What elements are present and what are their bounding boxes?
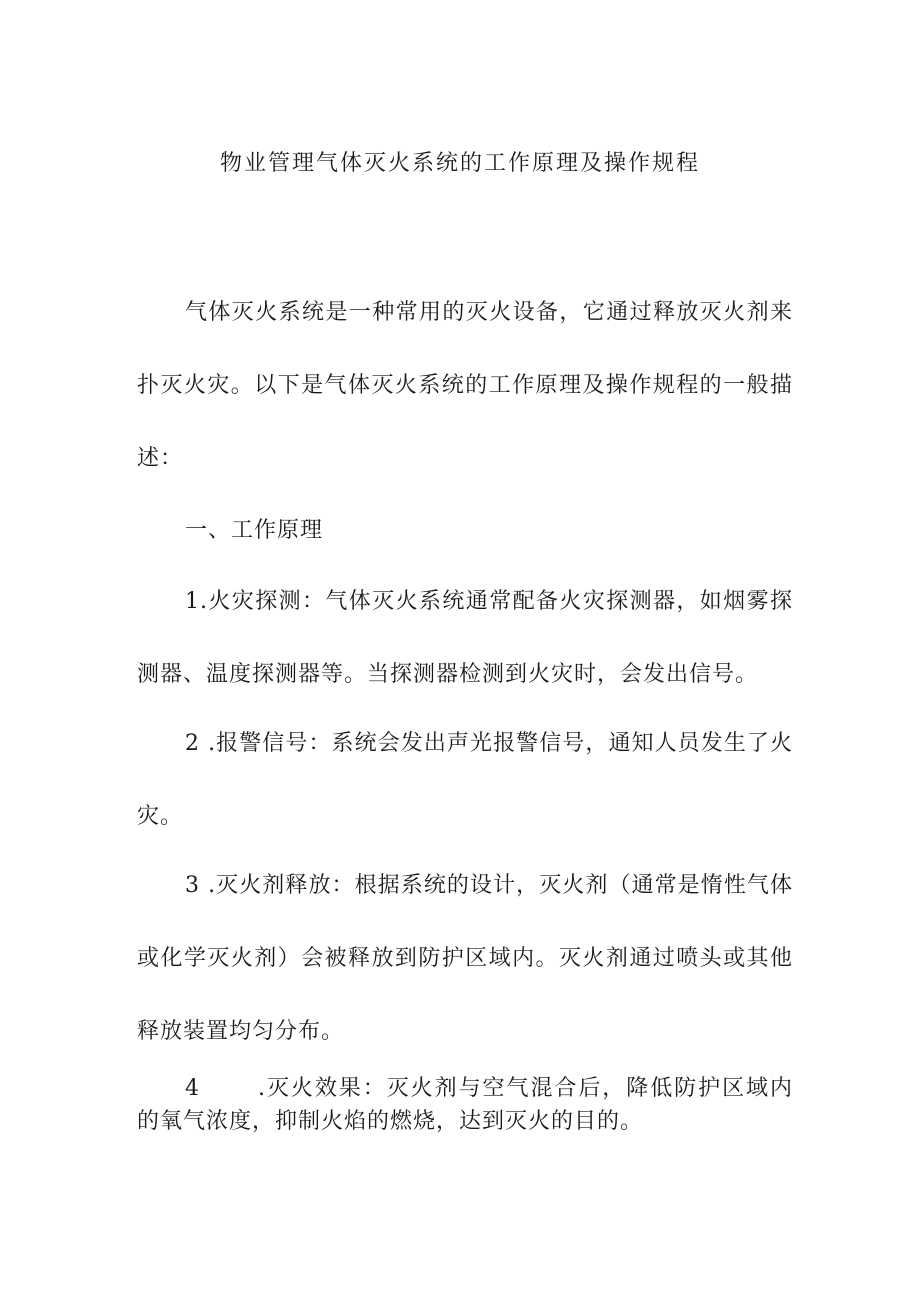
- list-item-text: 报警信号：系统会发出声光报警信号，通知人员发生了火灾。: [137, 731, 793, 829]
- list-item-text: .灭火效果：灭火剂与空气混合后，降低防护区域内的氧气浓度，抑制火焰的燃烧，达到灭火的目的。: [137, 1076, 793, 1134]
- list-item-fire-detection: [137, 565, 793, 711]
- section-heading-working-principle: 一、工作原理: [185, 518, 324, 543]
- document-title: 物业管理气体灭火系统的工作原理及操作规程: [219, 151, 700, 176]
- list-item-number: 2 .: [185, 731, 217, 756]
- list-item-text: 灭火剂释放：根据系统的设计，灭火剂（通常是惰性气体或化学灭火剂）会被释放到防护区域内。灭火剂通过喷头或其他释放装置均匀分布。: [137, 873, 793, 1044]
- list-item-number: 4: [185, 1076, 200, 1101]
- list-item-agent-release: [137, 849, 793, 1068]
- list-item-number: 1.: [185, 589, 208, 614]
- list-item-text: 火灾探测：气体灭火系统通常配备火灾探测器，如烟雾探测器、温度探测器等。当探测器检测到火灾时，会发出信号。: [137, 589, 793, 687]
- list-item-extinguishing-effect: [137, 1072, 793, 1138]
- list-item-alarm-signal: [137, 707, 793, 853]
- intro-paragraph: 气体灭火系统是一种常用的灭火设备，它通过释放灭火剂来扑灭火灾。以下是气体灭火系统的工作原理及操作规程的一般描述：: [137, 300, 793, 471]
- list-item-number: 3 .: [185, 873, 217, 898]
